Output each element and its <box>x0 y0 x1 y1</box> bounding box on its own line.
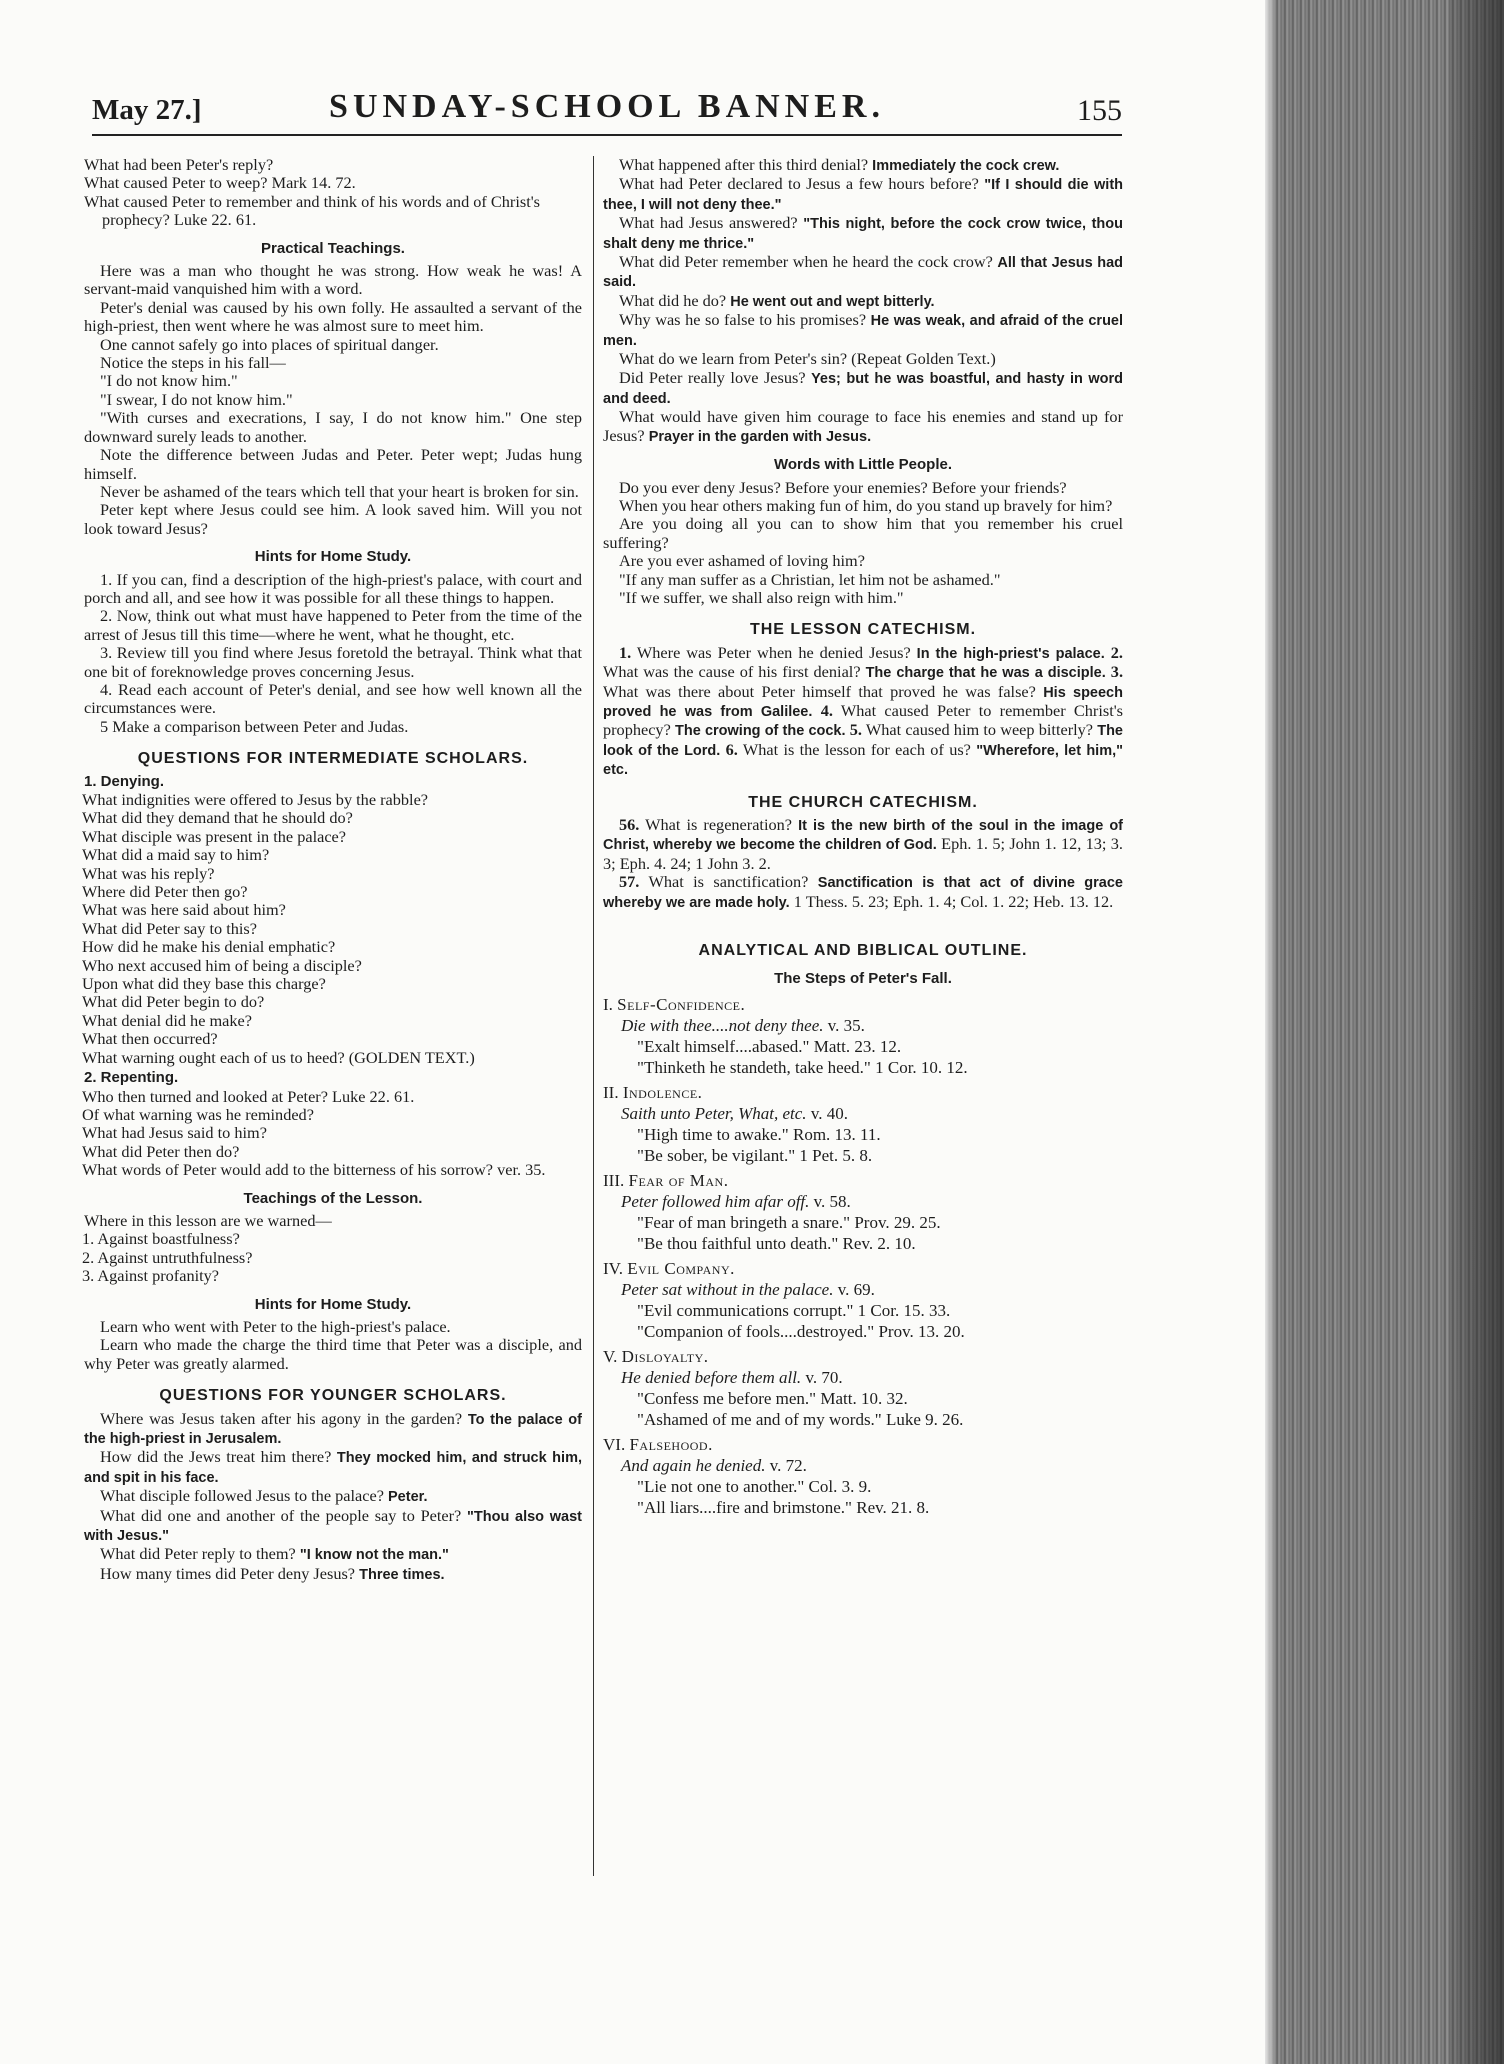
question-text: What is the lesson for each of us? <box>742 739 971 759</box>
repenting-questions <box>84 1088 582 1180</box>
question-text: Where was Peter when he denied Jesus? <box>636 642 911 662</box>
question-text: Why was he so false to his promises? <box>619 310 867 330</box>
question-text: How many times did Peter deny Jesus? <box>100 1563 356 1583</box>
qa-paragraph <box>603 156 1123 175</box>
left-column <box>84 156 582 1584</box>
outline-section-title <box>603 1171 1123 1190</box>
verse-ref: v. 72. <box>769 1455 807 1475</box>
teaching-paragraph: "I do not know him." <box>100 371 238 391</box>
qa-paragraph <box>84 1487 582 1506</box>
analytical-outline-heading: ANALYTICAL AND BIBLICAL OUTLINE. <box>698 942 1028 960</box>
question-line: Upon what did they base this charge? <box>82 974 326 994</box>
running-header <box>92 88 1122 136</box>
answer-text: Peter. <box>388 1489 428 1506</box>
answer-text: They mocked him, and struck him, and spit in his face. <box>84 1450 582 1486</box>
roman-numeral: IV. <box>603 1258 623 1278</box>
question-line: What did Peter say to this? <box>82 918 257 938</box>
question-line: What was here said about him? <box>82 900 286 920</box>
question-text: What did one and another of the people say to Peter? <box>100 1505 462 1525</box>
answer-text: He was weak, and afraid of the cruel men. <box>603 313 1124 349</box>
teaching-paragraph: "I swear, I do not know him." <box>100 389 293 409</box>
verse-line <box>621 1280 1123 1299</box>
verse-line <box>621 1192 1123 1211</box>
hint-paragraph: 1. If you can, find a description of the high-priest's palace, with court and porch and all, and see how it was possible for all these things to happen. <box>84 569 582 607</box>
verse-ref: v. 40. <box>810 1103 848 1123</box>
section-name: Indolence. <box>622 1082 703 1102</box>
answer-text: His speech proved he was from Galilee. <box>603 684 1123 720</box>
question-text: What did he do? <box>619 290 727 310</box>
catechism-number: 3. <box>1110 662 1124 682</box>
warning-item: 3. Against profanity? <box>82 1266 220 1286</box>
teachings-intro: Where in this lesson are we warned— <box>84 1210 332 1230</box>
verse-line <box>621 1016 1123 1035</box>
teaching-paragraph: Here was a man who thought he was strong. How weak he was! A servant-maid vanquished him with a word. <box>84 261 582 299</box>
section-denying-heading: 1. Denying. <box>84 772 165 790</box>
outline-section <box>603 1435 1123 1517</box>
qa-paragraph <box>603 350 1123 369</box>
answer-text: "This night, before the cock crow twice, thou shalt deny me thrice." <box>603 216 1123 252</box>
question-text: What had Jesus answered? <box>619 213 798 233</box>
outline-section-title <box>603 1259 1123 1278</box>
answer-text: To the palace of the high-priest in Jerusalem. <box>84 1411 582 1447</box>
verse-text: Die with thee....not deny thee. <box>621 1015 824 1035</box>
issue-date: May 27.] <box>92 94 202 126</box>
lesson-catechism-heading: THE LESSON CATECHISM. <box>749 621 977 639</box>
little-people-paragraph: "If any man suffer as a Christian, let him not be ashamed." <box>619 569 1001 589</box>
question-line: What did a maid say to him? <box>82 845 270 865</box>
church-catechism-paragraph <box>603 816 1123 873</box>
answer-text: It is the new birth of the soul in the image of Christ, whereby we become the children of God. <box>603 818 1124 854</box>
right-column <box>603 156 1123 1519</box>
outline-section-title <box>603 1435 1123 1454</box>
question-text: What do we learn from Peter's sin? (Repeat Golden Text.) <box>619 349 996 369</box>
question-line: What had been Peter's reply? <box>84 155 274 174</box>
question-text: What was the cause of his first denial? <box>603 662 861 682</box>
answer-text: The charge that he was a disciple. <box>865 665 1106 682</box>
qa-paragraph <box>84 1545 582 1564</box>
qa-paragraph <box>603 253 1123 292</box>
answer-text: He went out and wept bitterly. <box>730 293 935 310</box>
church-catechism-paragraph <box>603 873 1123 912</box>
answer-text: "I know not the man." <box>299 1547 449 1564</box>
little-people-paragraph: Are you ever ashamed of loving him? <box>619 551 865 571</box>
catechism-number: 4. <box>820 700 833 720</box>
outline-section <box>603 1083 1123 1165</box>
question-line: Who then turned and looked at Peter? Luke 22. 61. <box>82 1086 415 1106</box>
church-catechism-heading: THE CHURCH CATECHISM. <box>748 793 978 811</box>
page-edge-shade <box>1265 0 1277 2064</box>
catechism-number: 6. <box>725 739 738 759</box>
answer-text: "Wherefore, let him," etc. <box>603 742 1123 779</box>
question-text: What did Peter reply to them? <box>100 1544 296 1564</box>
qa-paragraph <box>603 175 1123 214</box>
quote-line: "Be sober, be vigilant." 1 Pet. 5. 8. <box>637 1145 873 1165</box>
verse-text: He denied before them all. <box>621 1367 802 1387</box>
verse-line <box>621 1368 1123 1387</box>
hint-paragraph: 5 Make a comparison between Peter and Judas. <box>100 716 409 736</box>
teaching-paragraph: "With curses and execrations, I say, I do not know him." One step downward surely leads to another. <box>84 408 582 446</box>
periodical-title: SUNDAY-SCHOOL BANNER. <box>329 88 885 125</box>
answer-text: The crowing of the cock. <box>675 723 846 740</box>
qa-paragraph <box>84 1410 582 1449</box>
verse-text: And again he denied. <box>621 1455 766 1475</box>
teachings-of-lesson-heading: Teachings of the Lesson. <box>243 1189 423 1207</box>
little-people-paragraph: Are you doing all you can to show him that you remember his cruel suffering? <box>603 514 1123 552</box>
question-text: What was there about Peter himself that proved he was false? <box>603 681 1036 701</box>
verse-line <box>621 1456 1123 1475</box>
hints-home-study-heading: Hints for Home Study. <box>254 548 412 566</box>
answer-text: Prayer in the garden with Jesus. <box>648 428 872 445</box>
little-people-paragraph: When you hear others making fun of him, do you stand up bravely for him? <box>619 495 1113 515</box>
verse-ref: v. 58. <box>813 1191 851 1211</box>
roman-numeral: III. <box>603 1170 625 1190</box>
scripture-references: 1 Thess. 5. 23; Eph. 1. 4; Col. 1. 22; Heb. 13. 12. <box>793 891 1114 911</box>
warning-item: 2. Against untruthfulness? <box>82 1247 253 1267</box>
little-people-paragraph: "If we suffer, we shall also reign with him." <box>619 587 904 607</box>
scripture-references: Eph. 1. 5; John 1. 12, 13; 3. 3; Eph. 4. 24; 1 John 3. 2. <box>603 834 1123 873</box>
section-name: Disloyalty. <box>621 1346 709 1366</box>
quote-line: "Ashamed of me and of my words." Luke 9. 26. <box>637 1409 964 1429</box>
practical-teachings-heading: Practical Teachings. <box>261 239 405 257</box>
teaching-paragraph: Peter's denial was caused by his own folly. He assaulted a servant of the high-priest, then went where he was almost sure to meet him. <box>84 297 582 336</box>
catechism-number: 5. <box>849 720 862 740</box>
question-text: What is sanctification? <box>648 872 809 892</box>
answer-text: All that Jesus had said. <box>603 255 1123 291</box>
answer-text: Sanctification is that act of divine grace whereby we are made holy. <box>603 875 1123 911</box>
roman-numeral: V. <box>603 1346 618 1366</box>
quote-line: "High time to awake." Rom. 13. 11. <box>637 1124 881 1144</box>
quote-line: "Fear of man bringeth a snare." Prov. 29. 25. <box>637 1212 941 1232</box>
qa-paragraph <box>603 311 1123 350</box>
question-text: What disciple followed Jesus to the palace? <box>100 1486 384 1506</box>
question-line: What did Peter begin to do? <box>82 992 265 1012</box>
catechism-number: 57. <box>619 872 640 892</box>
question-text: What happened after this third denial? <box>619 155 869 174</box>
intermediate-scholars-heading: QUESTIONS FOR INTERMEDIATE SCHOLARS. <box>137 750 529 768</box>
catechism-number: 56. <box>619 815 640 834</box>
lesson-catechism-paragraph <box>603 644 1123 780</box>
question-line: What had Jesus said to him? <box>82 1123 267 1143</box>
quote-line: "Be thou faithful unto death." Rev. 2. 10. <box>637 1233 916 1253</box>
roman-numeral: II. <box>603 1082 619 1102</box>
verse-line <box>621 1104 1123 1123</box>
verse-ref: v. 35. <box>827 1015 865 1035</box>
question-line: What disciple was present in the palace? <box>82 826 347 846</box>
quote-line: "Thinketh he standeth, take heed." 1 Cor. 10. 12. <box>637 1057 968 1077</box>
page-edge-dark-band <box>1449 0 1504 2064</box>
quote-line: "All liars....fire and brimstone." Rev. 21. 8. <box>637 1497 930 1517</box>
teaching-paragraph: Never be ashamed of the tears which tell that your heart is broken for sin. <box>100 481 579 501</box>
answer-text: "Thou also wast with Jesus." <box>84 1508 582 1545</box>
question-line: What warning ought each of us to heed? (GOLDEN TEXT.) <box>82 1047 475 1067</box>
younger-scholars-heading: QUESTIONS FOR YOUNGER SCHOLARS. <box>159 1387 507 1405</box>
hint-paragraph: Learn who went with Peter to the high-priest's palace. <box>100 1316 451 1336</box>
quote-line: "Exalt himself....abased." Matt. 23. 12. <box>637 1036 902 1056</box>
roman-numeral: I. <box>603 994 613 1014</box>
outline-section-title <box>603 1347 1123 1366</box>
column-divider <box>593 156 594 1876</box>
hint-paragraph: 3. Review till you find where Jesus foretold the betrayal. Think what that one bit of foreknowledge proves concerning Jesus. <box>84 643 582 681</box>
little-people-heading: Words with Little People. <box>773 456 953 474</box>
page-number: 155 <box>1077 94 1122 127</box>
question-line: What caused Peter to remember and think of his words and of Christ's prophecy? Luke 22. 61. <box>84 191 540 230</box>
answer-text: Immediately the cock crew. <box>872 158 1060 174</box>
question-text: What would have given him courage to face his enemies and stand up for Jesus? <box>603 407 1123 445</box>
outline-section <box>603 1171 1123 1253</box>
quote-line: "Lie not one to another." Col. 3. 9. <box>637 1476 872 1496</box>
question-text: What caused Peter to remember Christ's prophecy? <box>603 700 1123 740</box>
outline-section <box>603 1259 1123 1341</box>
question-line: What caused Peter to weep? Mark 14. 72. <box>84 173 356 193</box>
hint-paragraph: 4. Read each account of Peter's denial, and see how well known all the circumstances were. <box>84 679 582 718</box>
outline-section-title <box>603 995 1123 1014</box>
hints-home-study-heading: Hints for Home Study. <box>254 1295 412 1313</box>
question-line: What denial did he make? <box>82 1010 252 1030</box>
question-line: What words of Peter would add to the bitterness of his sorrow? ver. 35. <box>82 1160 546 1180</box>
question-line: What did they demand that he should do? <box>82 808 353 828</box>
outline-section <box>603 995 1123 1077</box>
verse-text: Peter sat without in the palace. <box>621 1279 834 1299</box>
section-name: Falsehood. <box>629 1434 713 1454</box>
section-name: Evil Company. <box>627 1258 735 1278</box>
warning-item: 1. Against boastfulness? <box>82 1229 240 1249</box>
quote-line: "Evil communications corrupt." 1 Cor. 15. 33. <box>637 1300 951 1320</box>
answer-text: The look of the Lord. <box>603 723 1123 759</box>
quote-line: "Confess me before men." Matt. 10. 32. <box>637 1388 908 1408</box>
outline-subtitle: The Steps of Peter's Fall. <box>774 970 952 988</box>
book-page-edges <box>1265 0 1504 2064</box>
section-repenting-heading: 2. Repenting. <box>84 1069 179 1087</box>
question-line: What was his reply? <box>82 863 215 883</box>
qa-paragraph <box>603 408 1123 446</box>
question-text: What did Peter remember when he heard the cock crow? <box>619 252 993 272</box>
answer-text: "If I should die with thee, I will not deny thee." <box>603 177 1123 213</box>
qa-paragraph <box>603 292 1123 311</box>
question-text: How did the Jews treat him there? <box>100 1447 332 1467</box>
question-line: Who next accused him of being a disciple? <box>82 955 362 975</box>
hint-paragraph: Learn who made the charge the third time that Peter was a disciple, and why Peter was greatly alarmed. <box>84 1335 582 1373</box>
outline-section <box>603 1347 1123 1429</box>
answer-text: Yes; but he was boastful, and hasty in word and deed. <box>603 371 1123 407</box>
teaching-paragraph: One cannot safely go into places of spiritual danger. <box>100 334 439 354</box>
hint-paragraph: 2. Now, think out what must have happened to Peter from the time of the arrest of Jesus till this time—where he went, what he thought, etc. <box>84 606 582 644</box>
verse-text: Peter followed him afar off. <box>621 1191 810 1211</box>
qa-paragraph <box>84 1507 582 1546</box>
qa-paragraph <box>84 1448 582 1487</box>
section-name: Self-Confidence. <box>617 994 746 1014</box>
little-people-paragraph: Do you ever deny Jesus? Before your enemies? Before your friends? <box>619 477 1067 497</box>
outline-section-title <box>603 1083 1123 1102</box>
question-line: What did Peter then do? <box>82 1141 240 1161</box>
qa-paragraph <box>84 1565 582 1584</box>
section-name: Fear of Man. <box>628 1170 729 1190</box>
outline-list <box>603 995 1123 1517</box>
verse-ref: v. 70. <box>805 1367 843 1387</box>
qa-paragraph <box>603 214 1123 253</box>
catechism-number: 1. <box>619 642 632 662</box>
teaching-paragraph: Note the difference between Judas and Peter. Peter wept; Judas hung himself. <box>84 445 582 483</box>
answer-text: In the high-priest's palace. <box>916 645 1105 662</box>
quote-line: "Companion of fools....destroyed." Prov. 13. 20. <box>637 1321 965 1341</box>
question-text: What is regeneration? <box>645 815 792 834</box>
denying-questions <box>84 791 582 1067</box>
qa-paragraph <box>603 369 1123 408</box>
teaching-paragraph: Peter kept where Jesus could see him. A look saved him. Will you not look toward Jesus? <box>84 500 582 538</box>
roman-numeral: VI. <box>603 1434 626 1454</box>
teaching-paragraph: Notice the steps in his fall— <box>100 353 286 373</box>
question-line: What then occurred? <box>82 1029 218 1049</box>
question-line: Where did Peter then go? <box>82 882 248 902</box>
question-line: What indignities were offered to Jesus by the rabble? <box>82 790 429 809</box>
question-text: Did Peter really love Jesus? <box>619 368 806 388</box>
verse-ref: v. 69. <box>837 1279 875 1299</box>
question-line: How did he make his denial emphatic? <box>82 937 336 957</box>
catechism-number: 2. <box>1110 642 1123 662</box>
question-text: What had Peter declared to Jesus a few hours before? <box>619 174 979 194</box>
answer-text: Three times. <box>359 1566 445 1583</box>
question-line: Of what warning was he reminded? <box>82 1104 314 1124</box>
verse-text: Saith unto Peter, What, etc. <box>621 1103 807 1123</box>
question-text: Where was Jesus taken after his agony in the garden? <box>100 1408 463 1428</box>
question-text: What caused him to weep bitterly? <box>865 720 1094 740</box>
